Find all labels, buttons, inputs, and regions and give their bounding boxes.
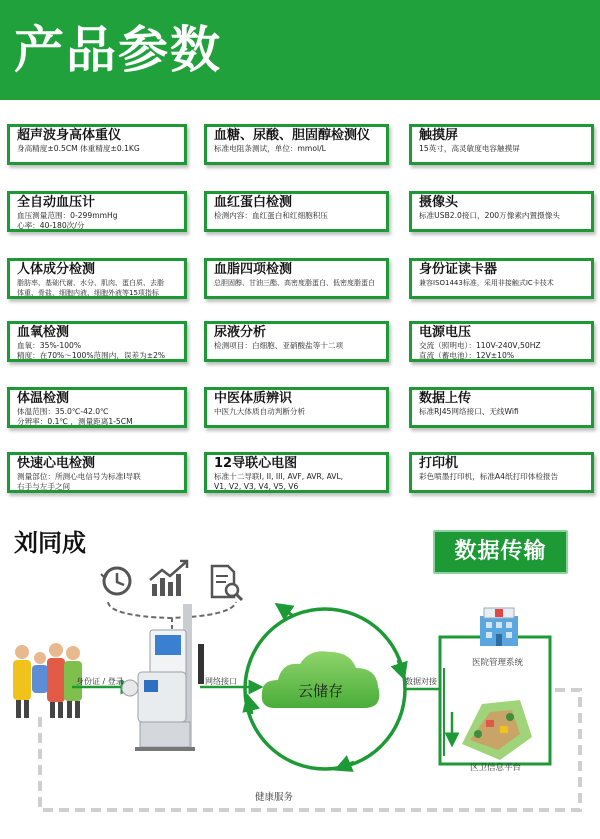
card-text: 体温范围：35.0℃-42.0℃ bbox=[17, 407, 109, 416]
card-title: 快速心电检测 bbox=[17, 456, 96, 471]
spec-card bbox=[409, 321, 594, 362]
spec-card bbox=[204, 258, 389, 299]
card-text: 检测内容：血红蛋白和红细胞积压 bbox=[214, 211, 328, 220]
spec-card bbox=[7, 258, 187, 299]
spec-card bbox=[409, 191, 594, 232]
card-title: 摄像头 bbox=[419, 195, 459, 210]
card-text: 右手与左手之间 bbox=[17, 482, 71, 491]
card-text: 分辨率：0.1℃ ，测量距离1-5CM bbox=[17, 417, 133, 426]
health-kiosk-icon bbox=[122, 604, 204, 751]
card-text: 标准RJ45网络接口、无线Wifi bbox=[419, 407, 519, 416]
data-transfer-badge: 数据传输 bbox=[433, 530, 568, 574]
spec-card bbox=[204, 191, 389, 232]
card-text: 测量部位：所测心电信号为标准I导联 bbox=[17, 472, 141, 481]
person-name: 刘同成 bbox=[14, 529, 86, 557]
card-title: 触摸屏 bbox=[419, 128, 459, 143]
hospital-icon bbox=[480, 608, 518, 646]
card-text: 标准十二导联I, II, III, AVF, AVR, AVL, bbox=[214, 472, 344, 481]
spec-card bbox=[7, 191, 187, 232]
health-service-label: 健康服务 bbox=[255, 792, 294, 803]
spec-card bbox=[204, 321, 389, 362]
card-text: 心率：40-180次/分 bbox=[17, 221, 85, 230]
card-text: 脂肪率、基础代谢、水分、肌肉、蛋白质、去脂 bbox=[17, 279, 164, 287]
cloud-storage-label: 云储存 bbox=[298, 682, 344, 700]
spec-card bbox=[7, 387, 187, 428]
card-text: 血氧：35%-100% bbox=[17, 341, 82, 350]
hospital-system-label: 医院管理系统 bbox=[472, 658, 524, 668]
card-text: 检测项目：白细胞、亚硝酸盐等十二项 bbox=[214, 341, 344, 350]
card-title: 人体成分检测 bbox=[17, 262, 96, 277]
growth-chart-icon bbox=[150, 561, 187, 596]
card-title: 12导联心电图 bbox=[214, 456, 298, 471]
spec-card bbox=[7, 124, 187, 165]
card-text: 直流（蓄电池）：12V±10% bbox=[419, 351, 515, 360]
card-text: 交流（照明电）：110V-240V,50HZ bbox=[419, 341, 541, 350]
spec-card bbox=[204, 124, 389, 165]
card-text: 血压测量范围：0-299mmHg bbox=[17, 211, 118, 220]
header-banner bbox=[0, 0, 600, 100]
card-text: 彩色喷墨打印机，标准A4纸打印体检报告 bbox=[419, 472, 559, 481]
spec-card bbox=[204, 452, 389, 493]
card-title: 体温检测 bbox=[17, 391, 70, 406]
card-text: 15英寸，高灵敏度电容触摸屏 bbox=[419, 144, 520, 153]
card-title: 打印机 bbox=[419, 456, 459, 471]
history-icon bbox=[101, 568, 130, 594]
data-docking-label: 数据对接 bbox=[405, 677, 437, 686]
report-search-icon bbox=[212, 566, 242, 600]
page-title: 产品参数 bbox=[14, 21, 222, 79]
spec-card bbox=[409, 258, 594, 299]
family-icon bbox=[13, 643, 82, 718]
card-title: 身份证读卡器 bbox=[419, 262, 498, 277]
card-title: 中医体质辨识 bbox=[214, 391, 293, 406]
card-title: 尿液分析 bbox=[214, 325, 267, 340]
spec-card bbox=[7, 452, 187, 493]
card-title: 电源电压 bbox=[419, 325, 472, 340]
card-title: 血脂四项检测 bbox=[214, 262, 293, 277]
card-title: 数据上传 bbox=[419, 391, 472, 406]
card-title: 全自动血压计 bbox=[17, 195, 96, 210]
card-text: 标准USB2.0接口，200万像素内置摄像头 bbox=[419, 211, 560, 220]
spec-card bbox=[409, 452, 594, 493]
card-text: 身高精度±0.5CM 体重精度±0.1KG bbox=[17, 144, 140, 153]
card-title: 超声波身高体重仪 bbox=[17, 128, 122, 143]
card-text: 中医九大体质自动判断分析 bbox=[214, 407, 306, 416]
spec-card bbox=[7, 321, 187, 362]
card-text: 精度：在70%～100%范围内，误差为±2% bbox=[17, 351, 166, 360]
spec-card bbox=[204, 387, 389, 428]
card-text: 体重、骨盐、细胞内液、细胞外液等15项指标 bbox=[17, 289, 159, 297]
card-text: V1, V2, V3, V4, V5, V6 bbox=[214, 482, 299, 491]
regional-platform-label: 区卫信息平台 bbox=[470, 763, 522, 773]
card-title: 血氧检测 bbox=[17, 325, 70, 340]
card-title: 血红蛋白检测 bbox=[214, 195, 293, 210]
spec-card bbox=[409, 124, 594, 165]
card-text: 标准电阻条测试，单位：mmol/L bbox=[214, 144, 326, 153]
card-title: 血糖、尿酸、胆固醇检测仪 bbox=[214, 128, 371, 143]
spec-card bbox=[409, 387, 594, 428]
card-text: 总胆固醇、甘油三酯、高密度脂蛋白、低密度脂蛋白 bbox=[214, 279, 375, 287]
network-interface-label: 网络接口 bbox=[205, 677, 237, 686]
card-text: 兼容ISO1443标准，采用非接触式IC卡技术 bbox=[419, 279, 554, 287]
id-login-label: 身份证 / 登录 bbox=[76, 677, 124, 686]
